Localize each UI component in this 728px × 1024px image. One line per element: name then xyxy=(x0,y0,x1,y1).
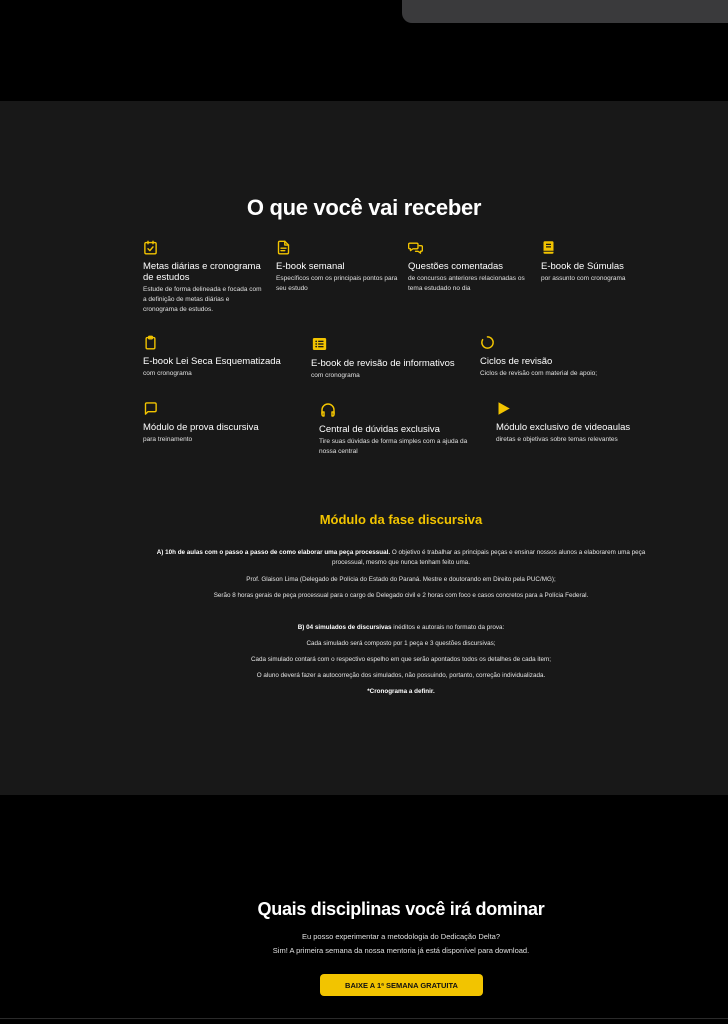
document-icon xyxy=(276,240,291,255)
module-item-b-text: inéditos e autorais no formato da prova: xyxy=(391,624,505,631)
feature-desc: Ciclos de revisão com material de apoio; xyxy=(480,370,598,377)
feature-informative-review-ebook xyxy=(311,336,471,381)
feature-desc: Tire suas dúvidas de forma simples com a ajuda da nossa central xyxy=(319,438,468,455)
module-title: Módulo da fase discursiva xyxy=(319,512,483,527)
module-sim-self-correction: O aluno deverá fazer a autocorreção dos simulados, não possuindo, portanto, correção individualizada. xyxy=(256,672,546,679)
book-icon xyxy=(541,240,556,255)
module-item-b-bold: B) 04 simulados de discursivas xyxy=(297,624,392,631)
feature-title: Questões comentadas xyxy=(408,261,504,272)
feature-title: E-book de Súmulas xyxy=(541,261,624,272)
list-box-icon xyxy=(311,336,328,352)
feature-title: Metas diárias e cronograma de estudos xyxy=(143,261,261,283)
divider xyxy=(0,1018,728,1019)
clipboard-icon xyxy=(143,335,158,350)
feature-essay-module xyxy=(143,401,293,445)
play-icon xyxy=(496,401,511,416)
feature-desc: com cronograma xyxy=(143,370,192,377)
feature-desc: de concursos anteriores relacionadas os tema estudado no dia xyxy=(408,275,525,292)
chat-bubbles-icon xyxy=(408,240,423,255)
calendar-check-icon xyxy=(143,240,158,255)
message-square-icon xyxy=(143,401,158,416)
feature-commented-questions xyxy=(408,240,534,294)
feature-desc: Específicos com os principais pontos para seu estudo xyxy=(276,275,398,292)
feature-weekly-ebook xyxy=(276,240,402,294)
feature-daily-goals xyxy=(143,240,265,314)
feature-desc: para treinamento xyxy=(143,436,193,443)
trial-question: Eu posso experimentar a metodologia do Dedicação Delta? xyxy=(301,932,501,941)
module-hours: Serão 8 horas gerais de peça processual para o cargo de Delegado civil e 2 horas com foco e casos concretos para a Polícia Federal. xyxy=(213,592,589,599)
module-schedule-note: *Cronograma a definir. xyxy=(367,688,435,695)
module-sim-composition: Cada simulado será composto por 1 peça e 3 questões discursivas; xyxy=(306,640,496,647)
feature-dry-law-ebook xyxy=(143,335,293,379)
feature-doubts-center xyxy=(319,402,484,457)
benefits-title: O que você vai receber xyxy=(246,195,482,220)
feature-title: Central de dúvidas exclusiva xyxy=(319,424,440,435)
feature-title: E-book Lei Seca Esquematizada xyxy=(143,356,281,367)
module-item-a xyxy=(140,548,662,567)
headphones-icon xyxy=(319,402,337,418)
feature-summaries-ebook xyxy=(541,240,661,284)
cycle-icon xyxy=(480,335,495,350)
module-item-b xyxy=(140,623,662,633)
module-item-a-bold: A) 10h de aulas com o passo a passo de como elaborar uma peça processual. xyxy=(156,549,391,556)
download-free-week-button[interactable]: BAIXE A 1ª SEMANA GRATUITA xyxy=(320,974,483,996)
trial-answer: Sim! A primeira semana da nossa mentoria já está disponível para download. xyxy=(272,946,530,955)
feature-desc: com cronograma xyxy=(311,372,360,379)
module-sim-answer-key: Cada simulado contará com o respectivo espelho em que serão apontados todos os detalhes de cada item; xyxy=(251,656,551,663)
module-professor: Prof. Glaison Lima (Delegado de Polícia do Estado do Paraná. Mestre e doutorando em Direito pela PUC/MG); xyxy=(246,576,556,583)
feature-desc: Estude de forma delineada e focada com a definição de metas diárias e cronograma de estudos. xyxy=(143,286,262,313)
disciplines-title: Quais disciplinas você irá dominar xyxy=(257,899,545,919)
feature-title: E-book de revisão de informativos xyxy=(311,358,455,369)
module-item-a-text: O objetivo é trabalhar as principais peças e ensinar nossos alunos a elaborarem uma peça processual, mesmo que nunca tenham feito uma. xyxy=(332,549,646,566)
feature-title: Módulo exclusivo de videoaulas xyxy=(496,422,631,433)
feature-title: Ciclos de revisão xyxy=(480,356,553,367)
feature-title: E-book semanal xyxy=(276,261,345,272)
feature-title: Módulo de prova discursiva xyxy=(143,422,259,433)
feature-desc: por assunto com cronograma xyxy=(541,275,626,282)
feature-video-lessons xyxy=(496,401,666,445)
feature-desc: diretas e objetivas sobre temas relevantes xyxy=(496,436,618,443)
top-card xyxy=(402,0,728,23)
feature-review-cycles xyxy=(480,335,650,379)
